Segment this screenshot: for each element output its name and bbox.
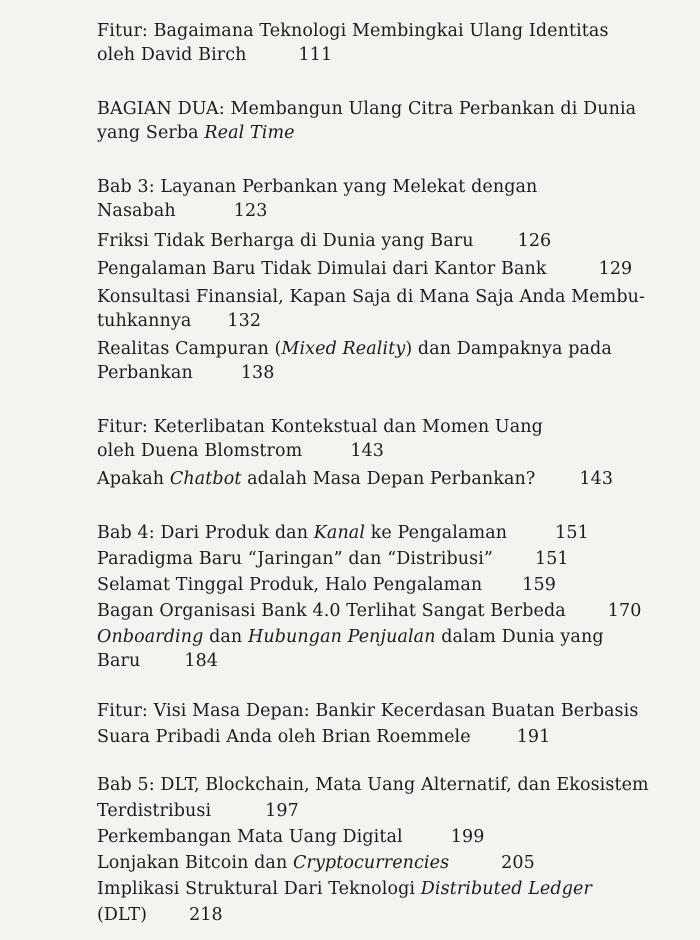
toc-line: Fitur: Keterlibatan Kontekstual dan Momen Uang <box>97 417 543 437</box>
toc-line: Apakah Chatbot adalah Masa Depan Perbankan? 143 <box>97 466 613 492</box>
page-number: 170 <box>607 601 642 621</box>
page-number: 132 <box>227 311 262 331</box>
toc-line: Perkembangan Mata Uang Digital 199 <box>97 824 484 850</box>
page-number: 123 <box>233 201 268 221</box>
page-number: 151 <box>555 523 589 543</box>
toc-line: Paradigma Baru “Jaringan” dan “Distribusi” 151 <box>97 546 569 572</box>
toc-line: Baru 184 <box>97 648 218 674</box>
toc-line: oleh David Birch 111 <box>97 42 332 68</box>
toc-line: Selamat Tinggal Produk, Halo Pengalaman 159 <box>97 572 556 598</box>
toc-line: Fitur: Bagaimana Teknologi Membingkai Ulang Identitas <box>97 21 609 41</box>
toc-line: Perbankan 138 <box>97 360 275 386</box>
page-number: 184 <box>184 651 219 671</box>
toc-line: Bagan Organisasi Bank 4.0 Terlihat Sangat Berbeda 170 <box>97 598 642 624</box>
page-number: 126 <box>517 231 552 251</box>
page-number: 218 <box>189 905 223 925</box>
toc-line: tuhkannya 132 <box>97 308 261 334</box>
part-heading: yang Serba Real Time <box>97 123 295 143</box>
toc-line: Fitur: Visi Masa Depan: Bankir Kecerdasan Buatan Berbasis <box>97 701 639 721</box>
toc-line: Pengalaman Baru Tidak Dimulai dari Kantor Bank 129 <box>97 256 632 282</box>
page-number: 143 <box>579 469 614 489</box>
toc-line: Konsultasi Finansial, Kapan Saja di Mana Saja Anda Membu- <box>97 287 646 307</box>
page-number: 138 <box>240 363 275 383</box>
page-number: 111 <box>298 45 333 65</box>
chapter-heading: Bab 3: Layanan Perbankan yang Melekat dengan <box>97 177 538 197</box>
toc-line: (DLT) 218 <box>97 902 223 928</box>
toc-line: Lonjakan Bitcoin dan Cryptocurrencies 205 <box>97 850 535 876</box>
toc-line: Realitas Campuran (Mixed Reality) dan Dampaknya pada <box>97 339 612 359</box>
toc-line: Suara Pribadi Anda oleh Brian Roemmele 191 <box>97 724 550 750</box>
page-number: 129 <box>598 259 633 279</box>
toc-line: Onboarding dan Hubungan Penjualan dalam Dunia yang <box>97 627 604 647</box>
toc-line: Friksi Tidak Berharga di Dunia yang Baru 126 <box>97 228 551 254</box>
part-heading: BAGIAN DUA: Membangun Ulang Citra Perbankan di Dunia <box>97 99 637 119</box>
page-number: 205 <box>501 853 535 873</box>
toc-line: oleh Duena Blomstrom 143 <box>97 438 384 464</box>
toc-line: Nasabah 123 <box>97 198 267 224</box>
page-number: 143 <box>350 441 385 461</box>
toc-line: Implikasi Struktural Dari Teknologi Distributed Ledger <box>97 879 592 899</box>
page-number: 197 <box>265 801 299 821</box>
page-number: 159 <box>522 575 556 595</box>
page-number: 199 <box>450 827 485 847</box>
chapter-heading: Bab 4: Dari Produk dan Kanal ke Pengalaman 151 <box>97 520 589 546</box>
chapter-heading: Bab 5: DLT, Blockchain, Mata Uang Alternatif, dan Ekosistem <box>97 775 649 795</box>
toc-line: Terdistribusi 197 <box>97 798 299 824</box>
page-number: 191 <box>516 727 551 747</box>
page-number: 151 <box>534 549 569 569</box>
